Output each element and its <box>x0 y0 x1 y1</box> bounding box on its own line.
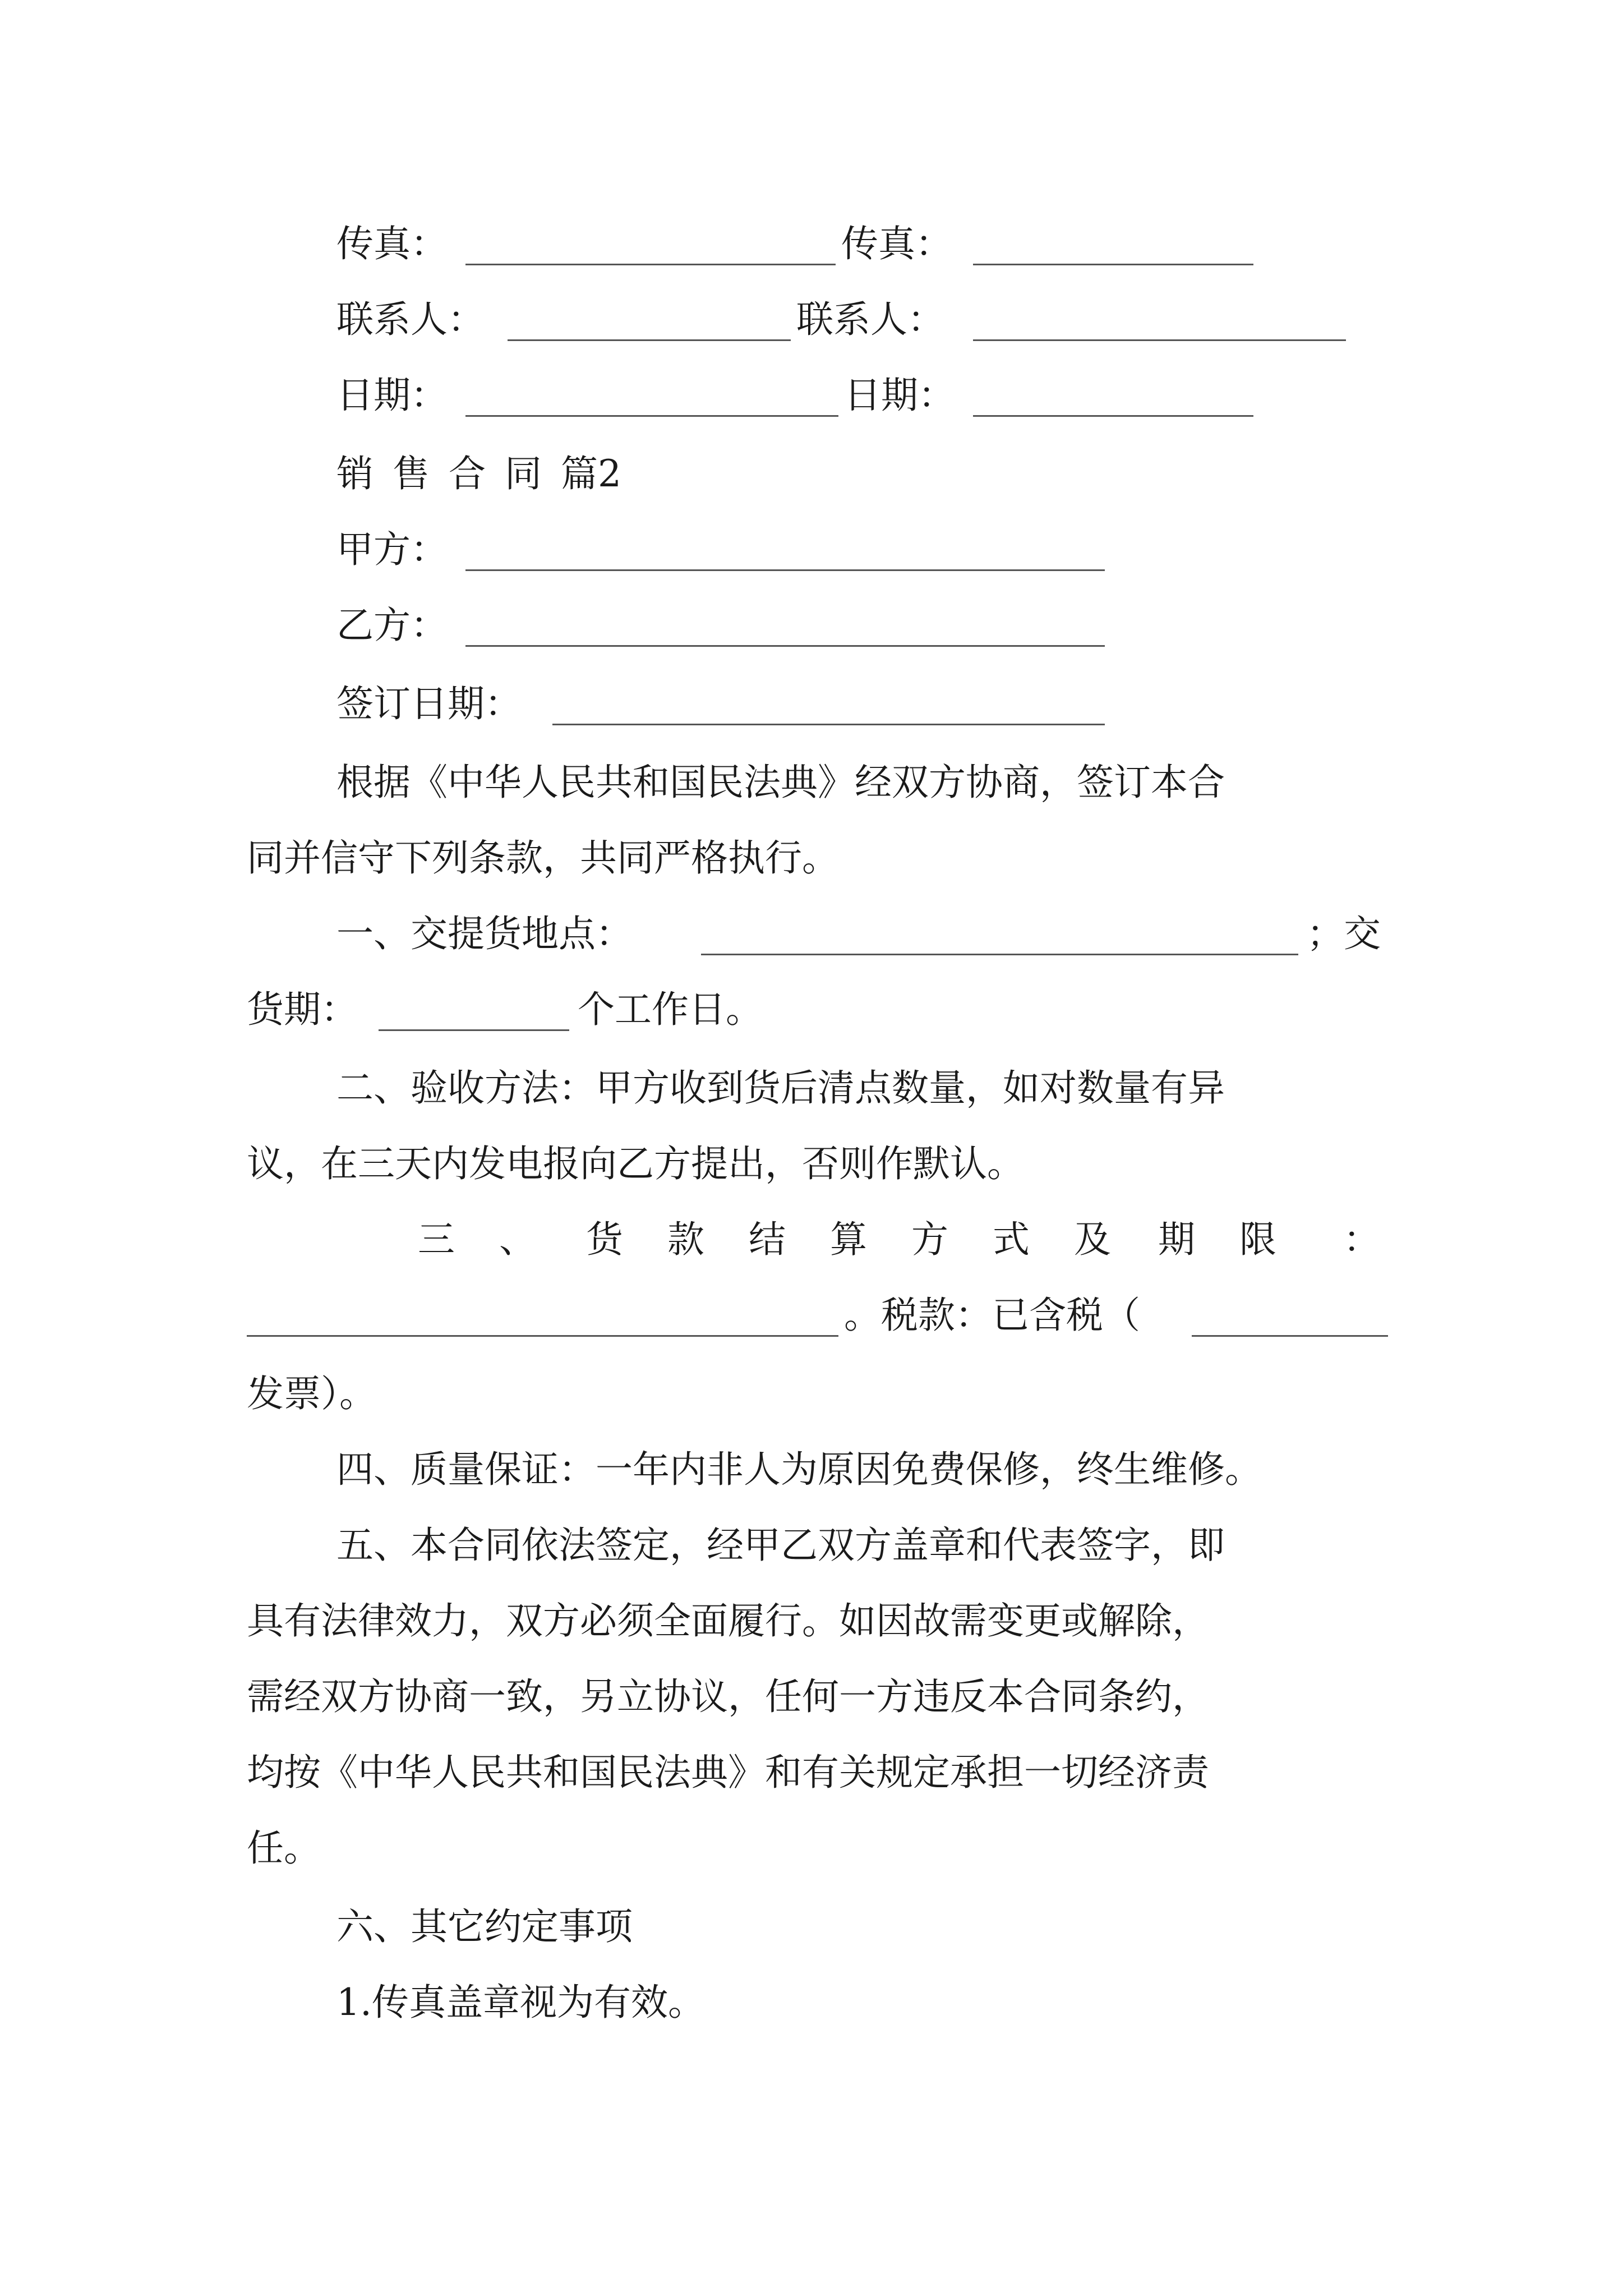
clause5-line-2: 具有法律效力，双方必须全面履行。如因故需变更或解除， <box>247 1599 1209 1642</box>
clause4-line-1: 四、质量保证：一年内非人为原因免费保修，终生维修。 <box>336 1448 1262 1491</box>
date-label-b: 日期： <box>844 374 955 417</box>
invoice-type-blank <box>1192 1335 1388 1337</box>
party-b-blank <box>465 645 1105 647</box>
clause3-spread-char: 结 <box>749 1218 786 1261</box>
contact-blank-b <box>973 339 1346 341</box>
payment-terms-blank <box>247 1335 838 1337</box>
fax-blank-a <box>465 264 836 265</box>
clause3-spread-char: 方 <box>911 1218 948 1261</box>
clause2-line-1: 二、验收方法：甲方收到货后清点数量，如对数量有异 <box>336 1066 1225 1110</box>
clause3-spread-char: 限 <box>1239 1218 1276 1261</box>
clause6-item-1: 1.传真盖章视为有效。 <box>336 1981 705 2024</box>
preamble-line-1: 根据《中华人民共和国民法典》经双方协商，签订本合 <box>336 761 1225 804</box>
clause1-separator: ；交 <box>1307 912 1381 955</box>
clause5-line-1: 五、本合同依法签定，经甲乙双方盖章和代表签字，即 <box>336 1524 1225 1567</box>
clause3-tax-text: 。税款：已含税（ <box>844 1294 1140 1337</box>
clause2-line-2: 议，在三天内发电报向乙方提出，否则作默认。 <box>247 1142 1024 1185</box>
contact-label-b: 联系人： <box>796 298 944 341</box>
clause1-line2-prefix: 货期： <box>247 988 358 1031</box>
party-b-label: 乙方： <box>336 604 448 647</box>
contact-blank-a <box>508 339 791 341</box>
clause5-line-5: 任。 <box>247 1826 321 1870</box>
sign-date-blank <box>552 724 1105 725</box>
clause5-line-3: 需经双方协商一致，另立协议，任何一方违反本合同条约， <box>247 1675 1209 1718</box>
title-suffix: 篇2 <box>561 452 621 495</box>
title-char: 同 <box>505 452 542 495</box>
title-char: 售 <box>393 452 430 495</box>
clause1-line2-suffix: 个工作日。 <box>578 988 763 1031</box>
party-a-label: 甲方： <box>336 528 448 571</box>
clause1-label: 一、交提货地点： <box>336 912 633 955</box>
clause3-spread-char: ： <box>1343 1218 1380 1261</box>
fax-label-a: 传真： <box>336 222 448 265</box>
fax-label-b: 传真： <box>841 222 952 265</box>
clause3-spread-char: 、 <box>499 1218 536 1261</box>
clause3-spread-char: 算 <box>830 1218 867 1261</box>
clause3-spread-char: 期 <box>1158 1218 1195 1261</box>
sign-date-label: 签订日期： <box>336 682 522 725</box>
clause6-heading: 六、其它约定事项 <box>336 1905 633 1948</box>
clause3-spread-char: 货 <box>586 1218 623 1261</box>
clause5-line-4: 均按《中华人民共和国民法典》和有关规定承担一切经济责 <box>247 1751 1209 1794</box>
clause3-line-3: 发票）。 <box>247 1372 376 1415</box>
clause3-spread-char: 款 <box>667 1218 704 1261</box>
contract-title <box>336 452 621 496</box>
title-char: 销 <box>336 452 374 495</box>
title-char: 合 <box>449 452 486 495</box>
delivery-location-blank <box>701 954 1298 955</box>
contact-label-a: 联系人： <box>336 298 485 341</box>
clause3-spread-char: 式 <box>993 1218 1030 1261</box>
date-label-a: 日期： <box>336 374 448 417</box>
delivery-days-blank <box>379 1029 569 1031</box>
clause3-spread-char: 及 <box>1074 1218 1111 1261</box>
preamble-line-2: 同并信守下列条款，共同严格执行。 <box>247 836 839 880</box>
date-blank-b <box>973 415 1253 417</box>
clause3-spread-char: 三 <box>418 1218 455 1261</box>
date-blank-a <box>465 415 838 417</box>
fax-blank-b <box>973 264 1253 265</box>
party-a-blank <box>465 569 1105 571</box>
